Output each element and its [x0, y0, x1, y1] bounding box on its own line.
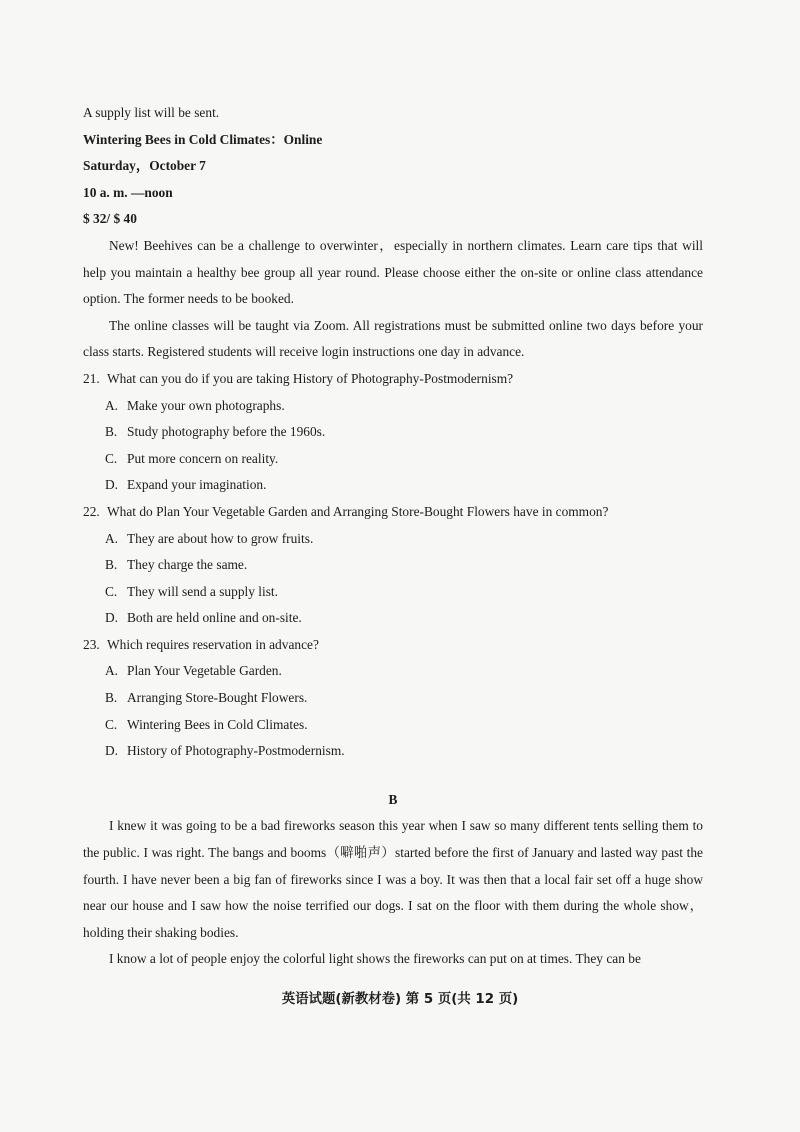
option-letter: A.: [105, 397, 119, 413]
question-21: [83, 366, 703, 499]
option: [83, 393, 703, 420]
option-letter: A.: [105, 663, 119, 679]
option: [83, 685, 703, 712]
option-letter: D.: [105, 610, 119, 626]
page-content: [83, 100, 703, 973]
question-number: 22.: [83, 503, 100, 519]
option-text: Make your own photographs.: [127, 397, 285, 413]
question-stem: [83, 499, 703, 526]
option-letter: C.: [105, 583, 118, 599]
event-time: 10 a. m. —noon: [83, 184, 173, 200]
option-text: Both are held online and on-site.: [127, 610, 302, 626]
option-text: Wintering Bees in Cold Climates.: [127, 716, 308, 732]
passage-paragraph: I knew it was going to be a bad fireworks season this year when I saw so many different tents selling them to the public. I was right. The bangs and booms（噼啪声）started before the first of January and lasted way past the fourth. I have never been a big fan of fireworks since I was a boy. It was then that a local fair set off a huge show near our house and I saw how the noise terrified our dogs. I sat on the floor with them during the whole show，holding their shaking bodies.: [83, 818, 703, 940]
question-number: 21.: [83, 370, 100, 386]
option: [83, 472, 703, 499]
event-date: Saturday，October 7: [83, 158, 206, 174]
event-paragraph: New! Beehives can be a challenge to overwinter，especially in northern climates. Learn care tips that will help you maintain a healthy bee group all year round. Please choose either the on-site or online class attendance option. The former needs to be booked.: [83, 237, 703, 307]
option: [83, 446, 703, 473]
option: [83, 738, 703, 765]
option-text: They will send a supply list.: [127, 583, 279, 599]
option-text: History of Photography-Postmodernism.: [127, 743, 345, 759]
option-text: Arranging Store-Bought Flowers.: [127, 690, 308, 706]
option-letter: C.: [105, 716, 118, 732]
option-text: Put more concern on reality.: [127, 450, 279, 466]
supply-note: A supply list will be sent.: [83, 105, 220, 120]
question-number: 23.: [83, 636, 100, 652]
event-price: $ 32/ $ 40: [83, 211, 137, 227]
question-23: [83, 632, 703, 765]
option-letter: D.: [105, 477, 119, 493]
option-letter: B.: [105, 690, 118, 706]
option-text: They are about how to grow fruits.: [127, 530, 314, 546]
passage-paragraph: I know a lot of people enjoy the colorful light shows the fireworks can put on at times. They can be: [109, 951, 641, 967]
option: [83, 419, 703, 446]
question-text: What do Plan Your Vegetable Garden and Arranging Store-Bought Flowers have in common?: [107, 503, 609, 519]
option-text: They charge the same.: [127, 557, 248, 573]
option: [83, 658, 703, 685]
event-title: Wintering Bees in Cold Climates：Online: [83, 131, 323, 147]
page-footer: 英语试题(新教材卷) 第 5 页(共 12 页): [281, 992, 519, 1007]
option-letter: D.: [105, 743, 119, 759]
option: [83, 605, 703, 632]
option: [83, 579, 703, 606]
option: [83, 712, 703, 739]
question-22: [83, 499, 703, 632]
section-b-heading: B: [388, 791, 398, 807]
question-stem: [83, 366, 703, 393]
question-stem: [83, 632, 703, 659]
option-letter: B.: [105, 424, 118, 440]
option-text: Plan Your Vegetable Garden.: [127, 663, 282, 679]
option-text: Expand your imagination.: [127, 477, 267, 493]
option-letter: B.: [105, 557, 118, 573]
option-letter: A.: [105, 530, 119, 546]
question-text: Which requires reservation in advance?: [107, 636, 319, 652]
option: [83, 526, 703, 553]
option-letter: C.: [105, 450, 118, 466]
question-text: What can you do if you are taking History of Photography-Postmodernism?: [107, 370, 514, 386]
option: [83, 552, 703, 579]
option-text: Study photography before the 1960s.: [127, 424, 326, 440]
event-paragraph: The online classes will be taught via Zoom. All registrations must be submitted online two days before your class starts. Registered students will receive login instructions one day in advance.: [83, 317, 703, 360]
